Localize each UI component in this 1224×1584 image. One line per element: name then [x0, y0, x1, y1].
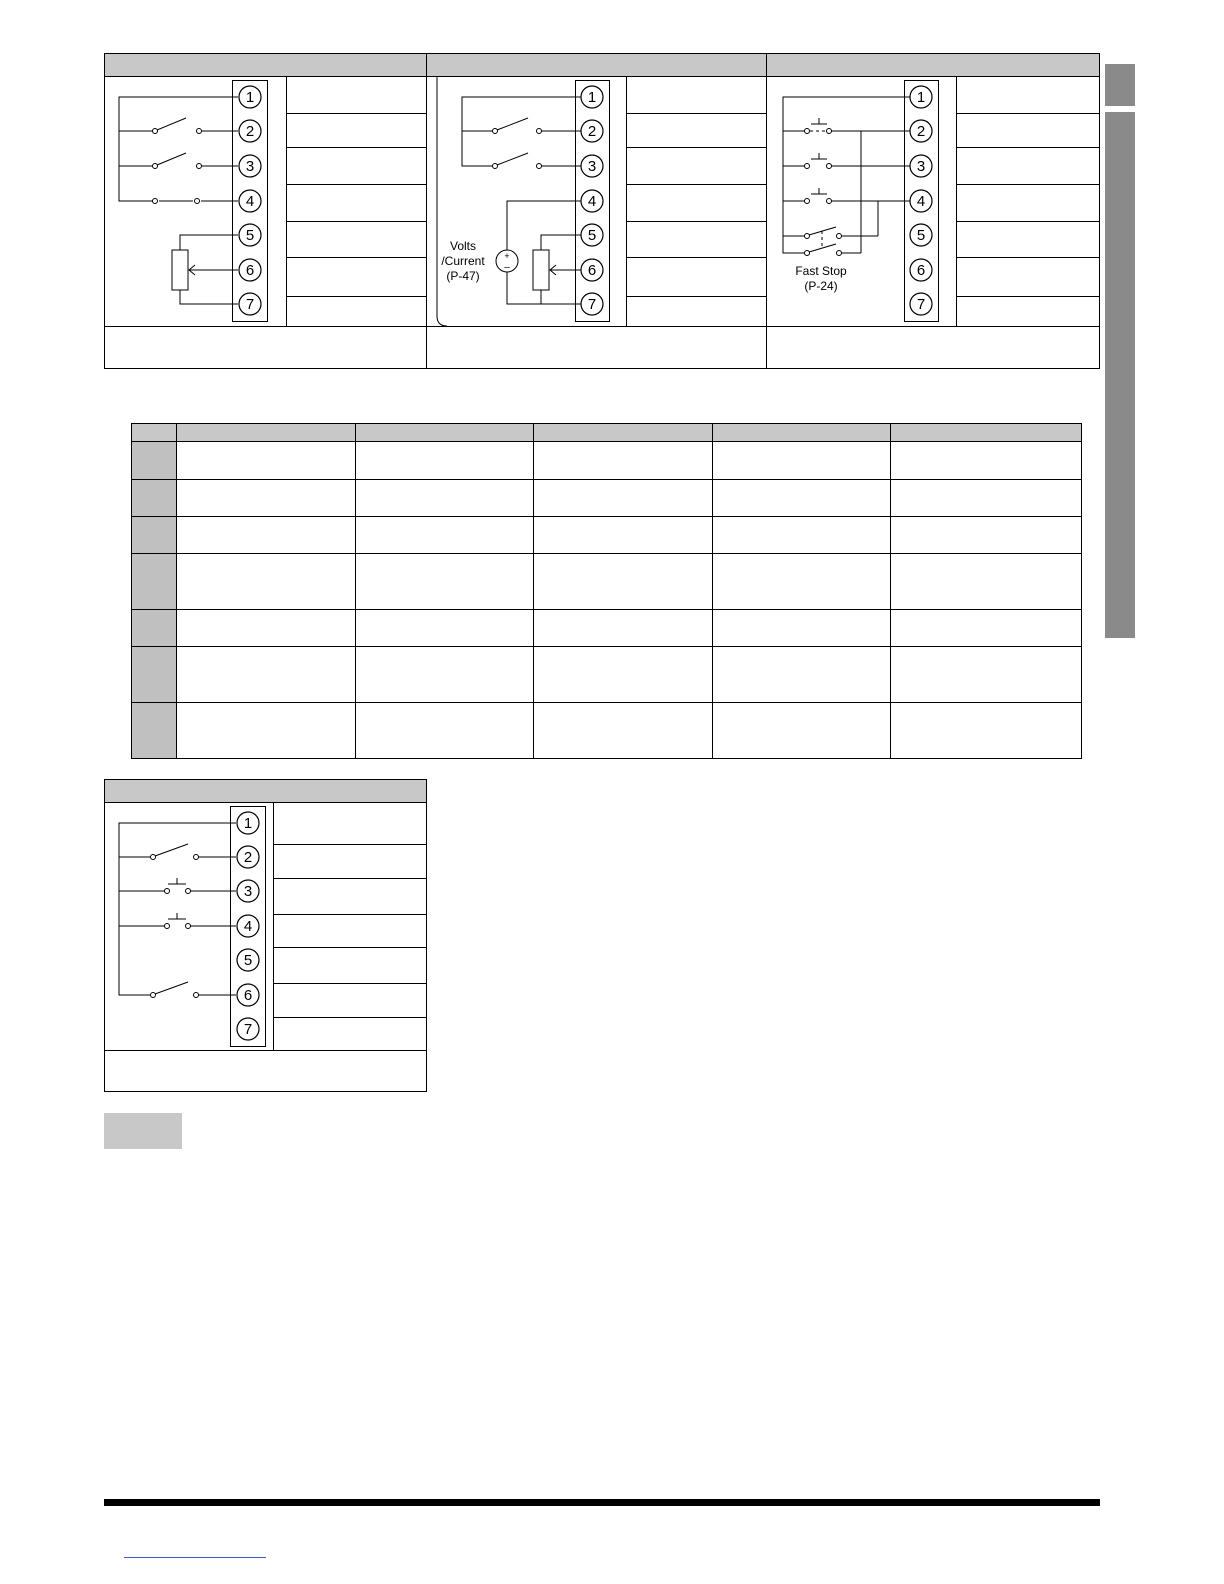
- table-row: [132, 703, 1082, 759]
- table-cell: [534, 610, 713, 647]
- table-cell: [176, 610, 355, 647]
- table-header-cell: [891, 424, 1082, 442]
- table-header-cell: [176, 424, 355, 442]
- footer-rule: [104, 1499, 1100, 1506]
- source-label-current: /Current: [441, 254, 485, 268]
- table-cell: [891, 703, 1082, 759]
- table-row: [132, 480, 1082, 517]
- terminal-label: 7: [916, 296, 926, 313]
- diagram-c: [783, 77, 1099, 327]
- row-header-cell: [132, 480, 177, 517]
- table-cell: [176, 554, 355, 610]
- terminal-label: 4: [245, 193, 255, 210]
- table-cell: [534, 517, 713, 554]
- table-cell: [891, 554, 1082, 610]
- table-cell: [534, 554, 713, 610]
- table-cell: [355, 647, 534, 703]
- terminal-label: 6: [245, 262, 255, 279]
- terminal-label: 3: [245, 158, 255, 175]
- terminal-label: 5: [245, 227, 255, 244]
- table-header-row: [132, 424, 1082, 442]
- note-label-chip: [104, 1113, 182, 1149]
- terminal-label: 3: [587, 158, 597, 175]
- table-row: [132, 647, 1082, 703]
- terminal-label: 4: [587, 193, 597, 210]
- row-header-cell: [132, 647, 177, 703]
- table-cell: [176, 703, 355, 759]
- table-cell: [534, 703, 713, 759]
- footer-link-underline[interactable]: [124, 1557, 266, 1558]
- table-cell: [712, 517, 891, 554]
- terminal-label: 2: [245, 123, 255, 140]
- svg-text:+: +: [504, 251, 510, 261]
- table-cell: [176, 480, 355, 517]
- table-cell: [534, 647, 713, 703]
- table-row: [132, 442, 1082, 480]
- table-cell: [712, 703, 891, 759]
- table-cell: [355, 703, 534, 759]
- terminal-label: 7: [243, 1021, 253, 1038]
- table-cell: [534, 442, 713, 480]
- svg-text:–: –: [504, 262, 510, 273]
- terminal-function-table: [131, 423, 1082, 759]
- table-header-cell: [712, 424, 891, 442]
- row-header-cell: [132, 703, 177, 759]
- source-label-volts: Volts: [449, 239, 477, 253]
- table-cell: [891, 480, 1082, 517]
- table-cell: [891, 517, 1082, 554]
- table-cell: [534, 480, 713, 517]
- table-cell: [712, 554, 891, 610]
- terminal-label: 4: [916, 193, 926, 210]
- terminal-label: 6: [587, 262, 597, 279]
- table-cell: [176, 517, 355, 554]
- table-cell: [176, 647, 355, 703]
- table-cell: [355, 517, 534, 554]
- terminal-label: 3: [243, 883, 253, 900]
- wiring-diagram-d: [0, 770, 440, 1100]
- fast-stop-label: Fast Stop: [795, 264, 847, 278]
- terminal-label: 1: [587, 89, 597, 106]
- terminal-label: 1: [243, 815, 253, 832]
- table-cell: [355, 610, 534, 647]
- terminal-label: 2: [243, 849, 253, 866]
- table-cell: [355, 442, 534, 480]
- table-cell: [712, 442, 891, 480]
- terminal-label: 6: [916, 262, 926, 279]
- terminal-label: 7: [587, 296, 597, 313]
- table-cell: [176, 442, 355, 480]
- table-cell: [355, 480, 534, 517]
- terminal-label: 5: [916, 227, 926, 244]
- row-header-cell: [132, 442, 177, 480]
- table-header-cell: [534, 424, 713, 442]
- table-header-cell: [132, 424, 177, 442]
- terminal-label: 1: [916, 89, 926, 106]
- table-cell: [891, 610, 1082, 647]
- row-header-cell: [132, 554, 177, 610]
- terminal-label: 5: [587, 227, 597, 244]
- table-cell: [355, 554, 534, 610]
- fast-stop-param: (P-24): [804, 279, 838, 293]
- row-header-cell: [132, 610, 177, 647]
- terminal-label: 4: [243, 918, 253, 935]
- terminal-label: 3: [916, 158, 926, 175]
- diagram-b: [437, 77, 766, 327]
- table-row: [132, 517, 1082, 554]
- table-header-cell: [355, 424, 534, 442]
- table-cell: [712, 480, 891, 517]
- wiring-diagram-row: [0, 0, 1224, 380]
- terminal-label: 7: [245, 296, 255, 313]
- row-header-cell: [132, 517, 177, 554]
- source-label-param: (P-47): [446, 269, 480, 283]
- table-row: [132, 554, 1082, 610]
- terminal-label: 2: [916, 123, 926, 140]
- terminal-label: 1: [245, 89, 255, 106]
- table-row: [132, 610, 1082, 647]
- table-cell: [891, 647, 1082, 703]
- table-cell: [712, 647, 891, 703]
- terminal-label: 5: [243, 952, 253, 969]
- diagram-a: [119, 77, 426, 327]
- terminal-label: 2: [587, 123, 597, 140]
- table-cell: [712, 610, 891, 647]
- terminal-label: 6: [243, 987, 253, 1004]
- table-cell: [891, 442, 1082, 480]
